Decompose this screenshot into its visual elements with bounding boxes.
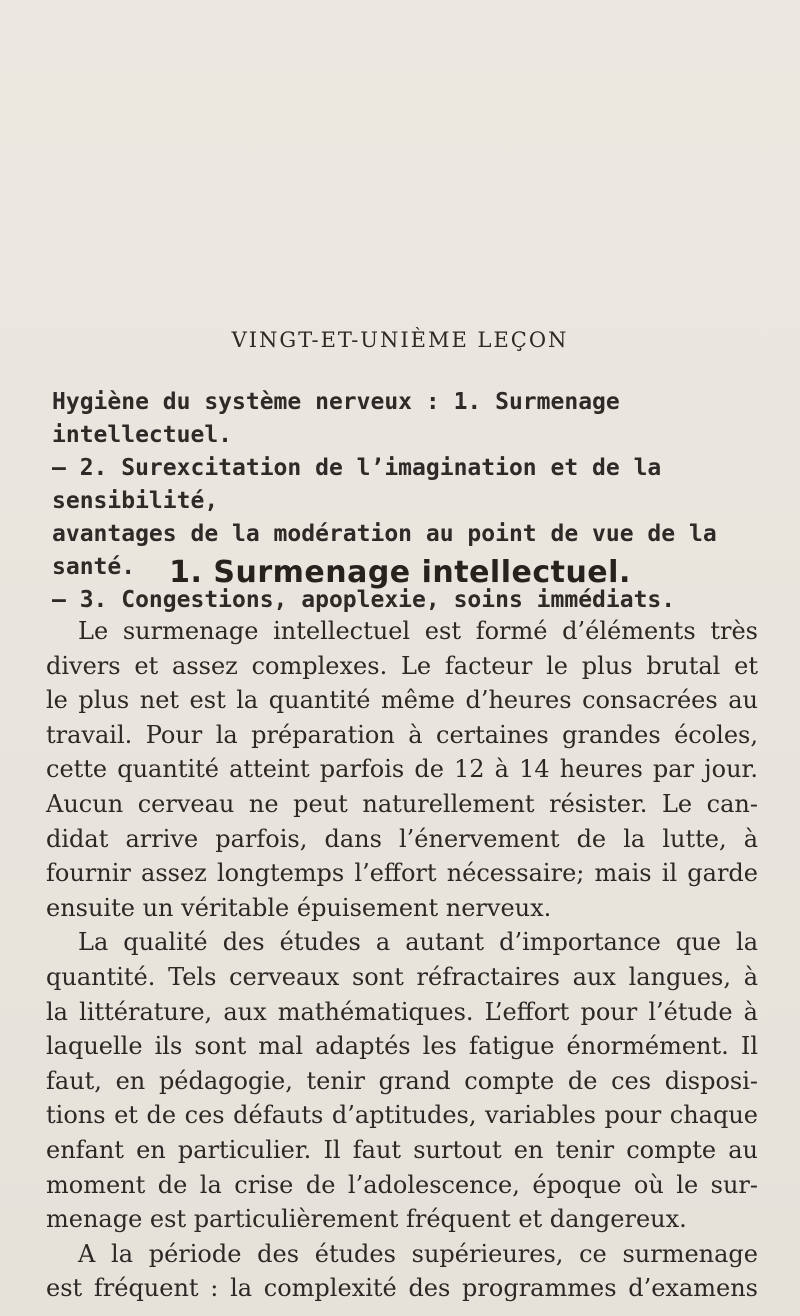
summary-line: avantages de la modération au point de vue de la santé. (52, 521, 717, 580)
text-line: laquelle ils sont mal adaptés les fatigue énormément. Il (46, 1032, 758, 1061)
text-line: moment de la crise de l’adolescence, époque où le sur- (46, 1170, 758, 1199)
section-heading: 1. Surmenage intellectuel. (169, 555, 631, 590)
summary-line: — 3. Congestions, apoplexie, soins immédiats. (52, 587, 676, 613)
text-line: est fréquent : la complexité des programmes d’examens (46, 1274, 758, 1303)
text-line: Le surmenage intellectuel est formé d’éléments très (78, 617, 758, 645)
text-line: La qualité des études a autant d’importance que la (78, 928, 758, 957)
text-line: quantité. Tels cerveaux sont réfractaires aux langues, à (46, 962, 758, 991)
text-line: enfant en particulier. Il faut surtout en tenir compte au (46, 1135, 758, 1164)
text-line: ensuite un véritable épuisement nerveux. (46, 893, 552, 922)
text-line: travail. Pour la préparation à certaines grandes écoles, (46, 720, 758, 749)
paragraph-1 (46, 614, 758, 925)
text-line: didat arrive parfois, dans l’énervement de la lutte, à (46, 824, 758, 853)
lesson-title: VINGT-ET-UNIÈME LEÇON (231, 328, 569, 352)
text-line: menage est particulièrement fréquent et dangereux. (46, 1205, 687, 1234)
paragraph-2 (46, 925, 758, 1236)
paragraph-3 (46, 1237, 758, 1306)
text-line: le plus net est la quantité même d’heures consacrées au (46, 686, 758, 715)
text-line: fournir assez longtemps l’effort nécessaire; mais il garde (46, 859, 758, 888)
summary-line: — 2. Surexcitation de l’imagination et de la sensibilité, (52, 455, 662, 514)
text-line: tions et de ces défauts d’aptitudes, variables pour chaque (46, 1101, 758, 1130)
text-line: divers et assez complexes. Le facteur le plus brutal et (46, 651, 758, 680)
text-line: cette quantité atteint parfois de 12 à 14 heures par jour. (46, 755, 758, 784)
text-line: Aucun cerveau ne peut naturellement résister. Le can- (46, 789, 758, 818)
summary-line: Hygiène du système nerveux : 1. Surmenage intellectuel. (52, 389, 620, 448)
text-line: A la période des études supérieures, ce surmenage (78, 1239, 758, 1268)
body-text (46, 614, 758, 1306)
text-line: faut, en pédagogie, tenir grand compte de ces disposi- (46, 1066, 758, 1095)
text-line: la littérature, aux mathématiques. L’effort pour l’étude à (46, 997, 758, 1026)
